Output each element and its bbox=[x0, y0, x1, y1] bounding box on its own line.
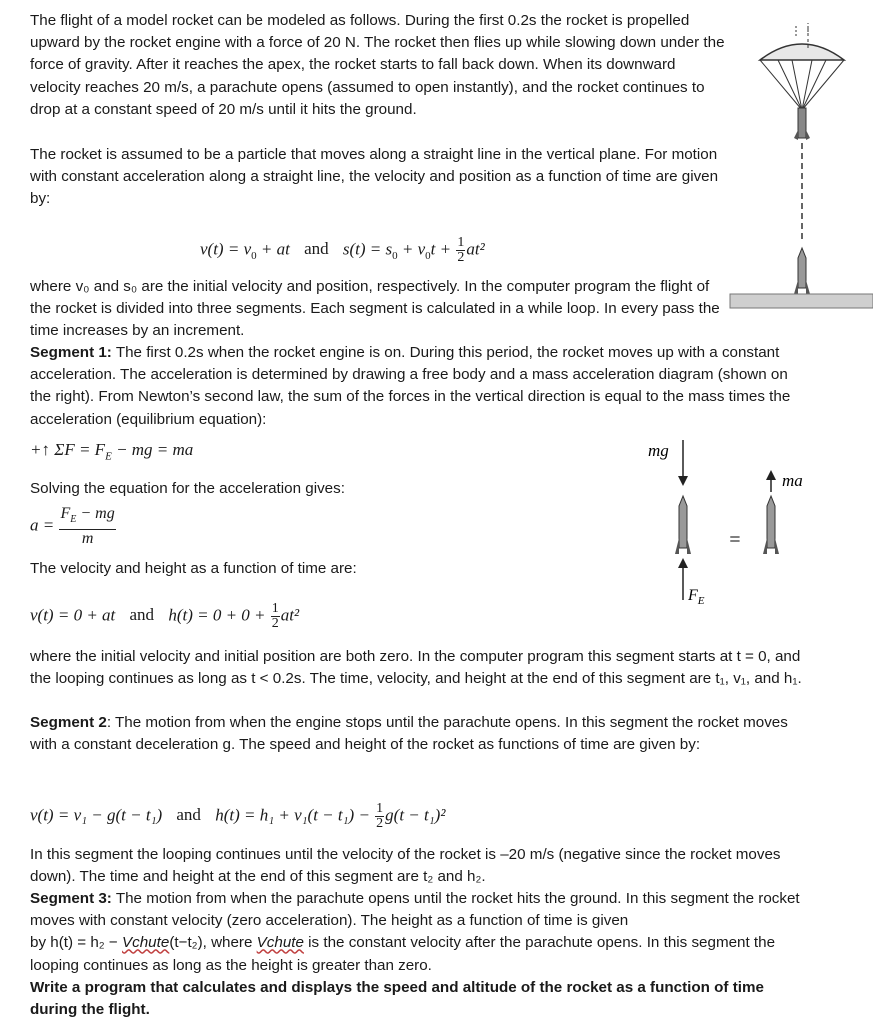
segment-2-paragraph: Segment 2: The motion from when the engine stops until the parachute opens. In this segment the rocket moves with a constant deceleration g. The speed and height of the rocket as functions of time are given by: bbox=[30, 714, 788, 754]
label-mg: mg bbox=[648, 441, 669, 460]
segment-1-after: where the initial velocity and initial position are both zero. In the computer program this segment starts at t = 0, and the looping continues as long as t < 0.2s. The time, velocity, and height at the end of this segment are t₁, v₁, and h₁. bbox=[30, 648, 802, 688]
task-statement: Write a program that calculates and displays the speed and altitude of the rocket as a function of time during the flight. bbox=[30, 979, 764, 1019]
arrow-mg bbox=[678, 476, 688, 486]
segment-1-paragraph: Segment 1: The first 0.2s when the rocket engine is on. During this period, the rocket moves up with a constant acceleration. The acceleration is determined by drawing a free body and a mass acceleration diagram (shown on the right). From Newton’s second law, the sum of the forces in the vertical direction is equal to the mass times the acceleration (equilibrium equation): bbox=[30, 344, 791, 428]
ground bbox=[730, 294, 873, 308]
parachute-canopy bbox=[760, 44, 844, 60]
velocity-height-text: The velocity and height as a function of time are: bbox=[30, 560, 357, 577]
vchute-term-2: Vchute bbox=[256, 934, 304, 952]
solving-text: Solving the equation for the acceleration gives: bbox=[30, 480, 345, 497]
rocket-descending-icon bbox=[794, 108, 810, 140]
equation-segment-1: v(t) = 0 + at and h(t) = 0 + 0 + $\frac{1}{2}$ at² bbox=[30, 601, 300, 631]
rocket-flight-illustration bbox=[728, 18, 873, 310]
arrow-ma bbox=[766, 470, 776, 480]
free-body-diagram bbox=[640, 430, 830, 610]
intro-paragraph-2: The rocket is assumed to be a particle that moves along a straight line in the vertical plane. For motion with constant acceleration along a straight line, the velocity and position as a function of time are given by: bbox=[30, 146, 719, 208]
rocket-mad-icon bbox=[763, 496, 779, 554]
vchute-term: Vchute bbox=[122, 934, 170, 952]
equation-acceleration: a = $\frac{F_E - mg}{m}$ bbox=[30, 505, 115, 548]
rocket-on-pad-icon bbox=[794, 248, 810, 294]
segment-2-after: In this segment the looping continues until the velocity of the rocket is –20 m/s (negative since the rocket moves down). The time and height at the end of this segment are t₂ and h₂. bbox=[30, 846, 781, 886]
equation-general: $v(t) = v_0$ + at and $s(t) = s_0 + v_0t$ + $\frac{1}{2}$ at² bbox=[200, 235, 485, 265]
paragraph-segments-intro: where v₀ and s₀ are the initial velocity and position, respectively. In the computer program the flight of the rocket is divided into three segments. Each segment is calculated in a while loop. In every pass the time increases by an increment. bbox=[30, 278, 720, 340]
segment-3-paragraph: Segment 3: The motion from when the parachute opens until the rocket hits the ground. In this segment the rocket moves with constant velocity (zero acceleration). The height as a function of time is given by h(t) = h₂ − Vchute(t−t₂), where Vchute is the constant velocity after the parachute opens. In this segment the looping continues as long as the height is greater than zero. bbox=[30, 890, 800, 974]
arrow-fe bbox=[678, 558, 688, 568]
equation-sum-forces: +↑ $\Sigma F = F_E$ − mg = ma bbox=[30, 440, 194, 463]
rocket-fbd-icon bbox=[675, 496, 691, 554]
label-ma: ma bbox=[782, 471, 803, 490]
equals-sign: = bbox=[728, 529, 742, 551]
label-fe: $F_E$ bbox=[688, 587, 705, 607]
equation-segment-2: v(t) = v₁ − g(t − t₁) and h(t) = h₁ + v₁(t − t₁) − $\frac{1}{2}$ g(t − t₁)² bbox=[30, 801, 446, 831]
intro-paragraph-1: The flight of a model rocket can be modeled as follows. During the first 0.2s the rocket is propelled upward by the rocket engine with a force of 20 N. The rocket then flies up while slowing down under the force of gravity. After it reaches the apex, the rocket starts to fall back down. When its downward velocity reaches 20 m/s, a parachute opens (assumed to open instantly), and the rocket continues to drop at a constant speed of 20 m/s until it hits the ground. bbox=[30, 12, 725, 118]
